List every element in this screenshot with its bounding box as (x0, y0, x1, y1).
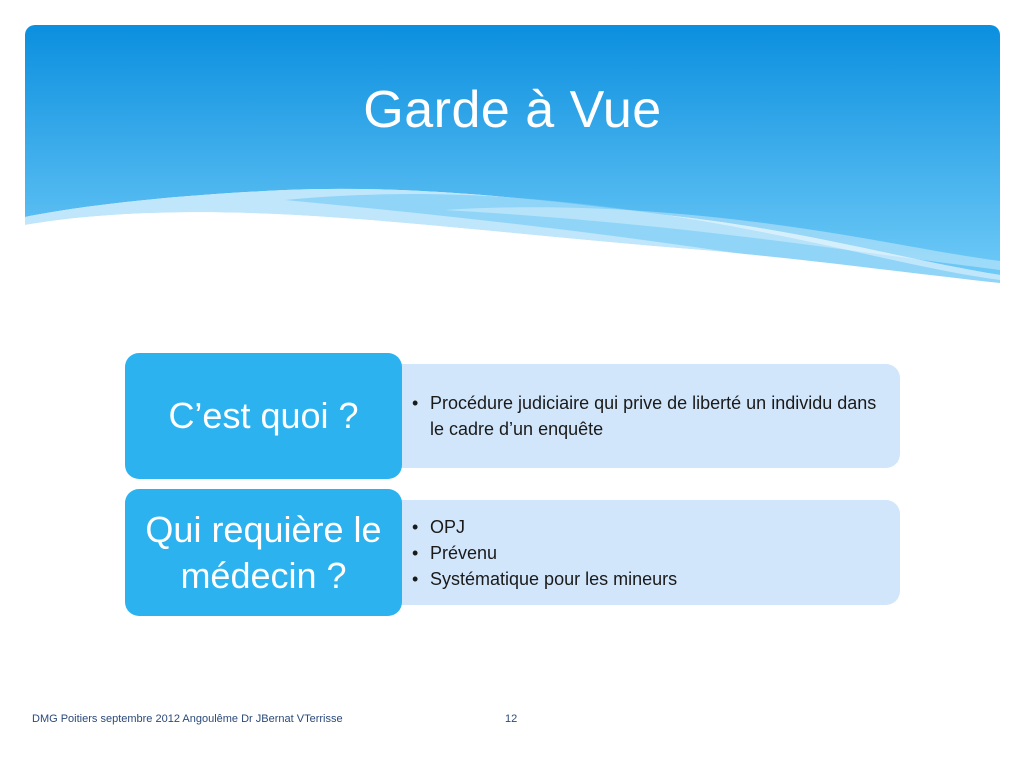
bullet-item: • Procédure judiciaire qui prive de liberté un individu dans le cadre d’un enquête (412, 390, 880, 442)
wave-background (25, 25, 1000, 295)
page-number: 12 (505, 713, 518, 725)
header-banner (25, 25, 1000, 295)
row-label-requesters (125, 489, 402, 616)
slide-title: Garde à Vue (363, 81, 662, 139)
row-detail-definition (385, 364, 900, 468)
row-detail-requesters (385, 500, 900, 605)
row-label-definition (125, 353, 402, 479)
bullet-item: • Systématique pour les mineurs (412, 566, 880, 592)
bullet-item: • Prévenu (412, 540, 880, 566)
row-label-text: Qui requière le médecin ? (145, 508, 382, 596)
bullet-list (412, 514, 880, 592)
footer-text: DMG Poitiers septembre 2012 Angoulême Dr JBernat VTerrisse (32, 713, 343, 725)
bullet-list (412, 390, 880, 442)
row-label-text: C’est quoi ? (168, 395, 359, 436)
bullet-item: • OPJ (412, 514, 880, 540)
